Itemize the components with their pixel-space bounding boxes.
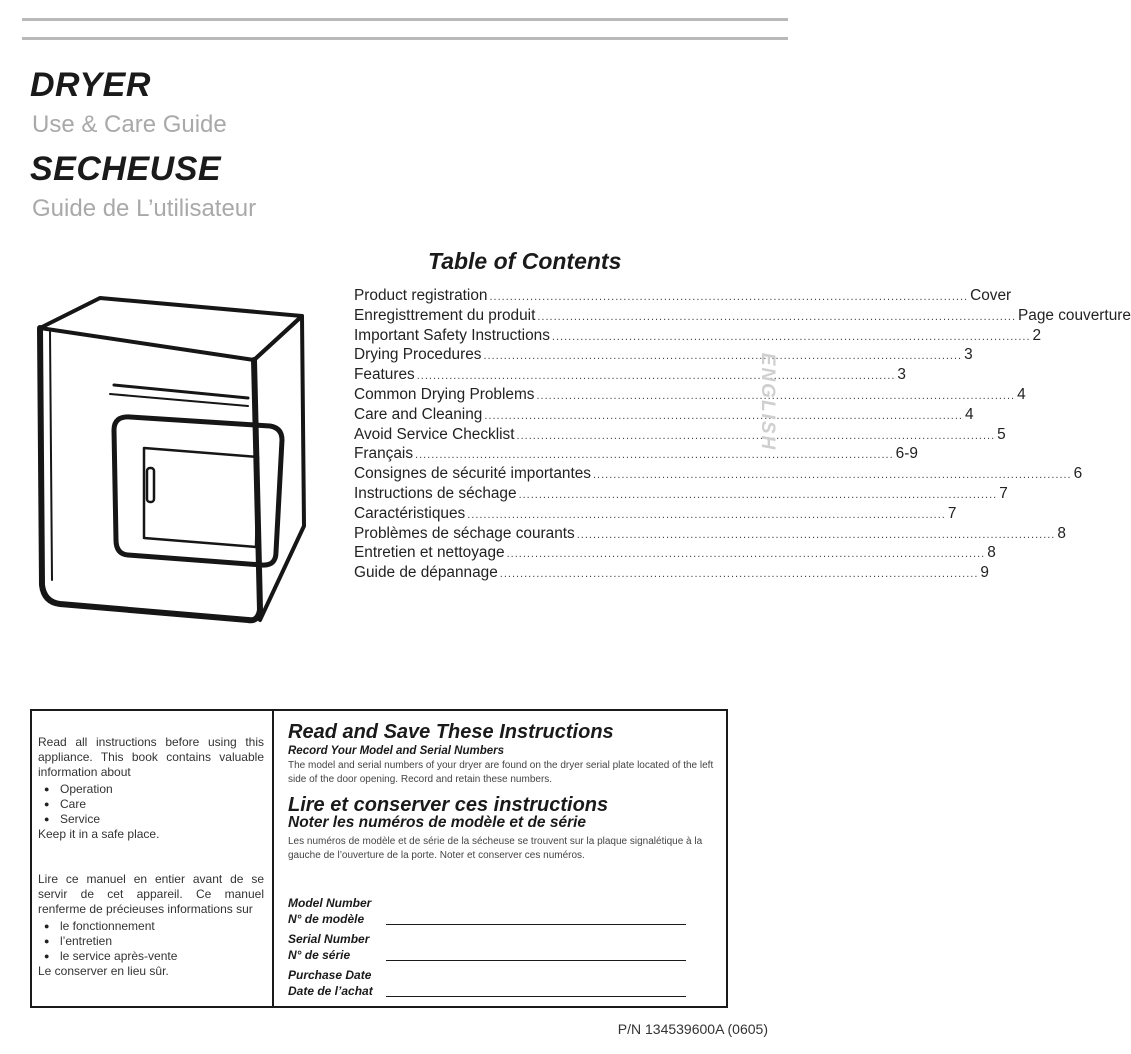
toc-row[interactable] — [354, 366, 906, 386]
notice-french-intro: Lire ce manuel en entier avant de se servir de cet appareil. Ce manuel renferme de précieuses informations sur — [38, 872, 264, 916]
notice-french — [38, 872, 264, 979]
field-label-fr: Date de l’achat — [288, 984, 373, 998]
list-item: ● Care — [38, 797, 264, 812]
toc-label: Product registration — [354, 287, 488, 304]
toc-row[interactable] — [354, 544, 996, 564]
subtitle-english: Use & Care Guide — [32, 111, 227, 138]
purchase-date-field — [288, 967, 688, 999]
toc-leader: ...................................................................................................................... — [499, 568, 979, 581]
toc-page: 3 — [897, 366, 906, 384]
toc-label: Care and Cleaning — [354, 405, 483, 423]
top-rule-second — [22, 37, 788, 40]
serial-number-label — [288, 931, 369, 963]
toc-leader: ...................................................................................................................... — [484, 409, 963, 422]
toc-leader: ...................................................................................................................... — [489, 291, 969, 303]
field-label-fr: N° de série — [288, 948, 351, 962]
toc-row[interactable] — [354, 504, 957, 525]
toc-leader: ...................................................................................................................... — [576, 528, 1056, 541]
toc-label: Caractéristiques — [354, 504, 466, 522]
toc-leader: ...................................................................................................................... — [592, 469, 1072, 482]
toc-page: 5 — [997, 425, 1006, 443]
toc-page: 7 — [999, 484, 1008, 502]
title-french: SECHEUSE — [30, 150, 222, 188]
toc-label: Problèmes de séchage courants — [354, 524, 575, 542]
field-label-fr: N° de modèle — [288, 912, 365, 926]
toc-row[interactable] — [354, 484, 1008, 505]
toc-leader: ...................................................................................................................... — [536, 389, 1016, 402]
toc-page: 3 — [964, 346, 973, 364]
list-item: ● le service après-vente — [38, 949, 264, 964]
title-english: DRYER — [30, 66, 151, 104]
toc-row[interactable] — [354, 405, 974, 426]
toc-leader: ...................................................................................................................... — [506, 548, 986, 561]
field-label-en: Serial Number — [288, 932, 370, 946]
list-item: ● Operation — [38, 782, 264, 797]
toc-row[interactable] — [354, 445, 918, 465]
language-tab-english — [756, 350, 778, 454]
toc-leader: ...................................................................................................................... — [415, 449, 894, 462]
notice-english-intro: Read all instructions before using this appliance. This book contains valuable information about — [38, 735, 264, 779]
toc-page: 8 — [1057, 524, 1066, 542]
toc-page: 6-9 — [895, 445, 918, 463]
toc-leader: ...................................................................................................................... — [416, 370, 896, 383]
top-rule — [22, 18, 788, 21]
read-notice-column — [32, 711, 274, 1006]
toc-label: Avoid Service Checklist — [354, 425, 515, 443]
toc-leader: ...................................................................................................................... — [516, 429, 996, 442]
toc-row[interactable] — [354, 465, 1083, 485]
lire-conserver-body: Les numéros de modèle et de série de la sécheuse se trouvent sur la plaque signalétique à la gauche de l’ouverture de la porte. Noter et conserver ces numéros. — [288, 836, 703, 861]
toc-page: 8 — [987, 544, 996, 562]
toc-label: Français — [354, 445, 414, 463]
toc-leader: ...................................................................................................................... — [483, 350, 963, 363]
list-item: ● l’entretien — [38, 934, 264, 949]
toc-page: 6 — [1073, 465, 1083, 483]
list-item: ● Service — [38, 812, 264, 827]
toc-label: Enregisttrement du produit — [354, 306, 536, 324]
toc-row[interactable] — [354, 306, 1131, 327]
toc-row[interactable] — [354, 346, 973, 366]
toc-page: Cover — [970, 287, 1012, 304]
purchase-date-label — [288, 967, 373, 999]
toc-page: 2 — [1032, 326, 1042, 344]
subtitle-french: Guide de L’utilisateur — [32, 195, 257, 222]
toc-page: 9 — [980, 564, 989, 582]
toc-label: Guide de dépannage — [354, 564, 498, 582]
model-number-field — [288, 895, 688, 927]
model-number-label — [288, 895, 371, 927]
model-number-input-line[interactable] — [386, 924, 686, 925]
toc-leader: ...................................................................................................................... — [537, 310, 1017, 323]
toc-page: 4 — [1017, 385, 1026, 403]
toc-label: Instructions de séchage — [354, 484, 517, 502]
serial-number-input-line[interactable] — [386, 960, 686, 961]
record-numbers-column — [274, 711, 726, 1006]
read-save-body: The model and serial numbers of your dryer are found on the dryer serial plate located of the left side of the door opening. Record and retain these numbers. — [288, 760, 714, 785]
purchase-date-input-line[interactable] — [386, 996, 686, 997]
lire-conserver-subtitle: Noter les numéros de modèle et de série — [288, 814, 587, 831]
read-save-subtitle: Record Your Model and Serial Numbers — [288, 745, 504, 757]
toc-label: Common Drying Problems — [354, 385, 535, 403]
toc-label: Consignes de sécurité importantes — [354, 465, 591, 483]
field-label-en: Model Number — [288, 896, 372, 910]
toc-heading: Table of Contents — [428, 248, 622, 274]
toc-page: Page couverture — [1018, 306, 1131, 324]
toc-row[interactable] — [354, 287, 1012, 307]
notice-english — [38, 735, 264, 842]
toc-label: Features — [354, 366, 415, 384]
toc-row[interactable] — [354, 385, 1026, 406]
notice-english-outro: Keep it in a safe place. — [38, 827, 160, 841]
instructions-box — [30, 709, 728, 1008]
notice-english-list — [38, 782, 264, 827]
toc-page: 4 — [964, 405, 974, 423]
field-label-en: Purchase Date — [288, 968, 372, 982]
toc-label: Drying Procedures — [354, 346, 482, 364]
read-save-title: Read and Save These Instructions — [288, 721, 614, 743]
toc-row[interactable] — [354, 326, 1042, 347]
notice-french-outro: Le conserver en lieu sûr. — [38, 964, 169, 978]
toc-label: Entretien et nettoyage — [354, 544, 505, 562]
toc-row[interactable] — [354, 524, 1066, 545]
toc-leader: ...................................................................................................................... — [518, 488, 998, 501]
toc-label: Important Safety Instructions — [354, 326, 550, 344]
part-number: P/N 134539600A (0605) — [617, 1021, 768, 1037]
toc-row[interactable] — [354, 564, 989, 584]
language-tab-label: ENGLISH — [757, 352, 778, 452]
toc-leader: ...................................................................................................................... — [551, 330, 1031, 343]
toc-page: 7 — [947, 504, 957, 522]
serial-number-field — [288, 931, 688, 963]
toc-row[interactable] — [354, 425, 1006, 446]
lire-conserver-title: Lire et conserver ces instructions — [288, 794, 609, 816]
dryer-illustration — [30, 290, 314, 630]
list-item: ● le fonctionnement — [38, 919, 264, 934]
toc-leader: ...................................................................................................................... — [467, 508, 946, 521]
notice-french-list — [38, 919, 264, 964]
